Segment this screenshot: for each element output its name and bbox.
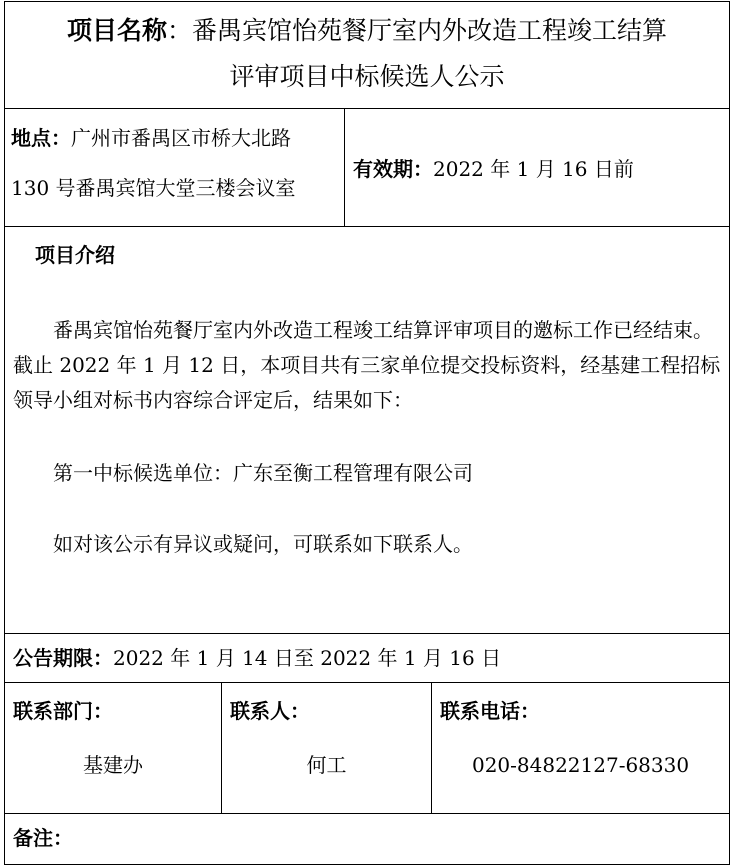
contact-dept-value: 基建办 [83, 753, 143, 777]
note-label: 备注： [13, 826, 73, 850]
validity-cell [345, 109, 730, 227]
title-label: 项目名称 [67, 16, 168, 45]
notice-table [4, 1, 730, 865]
contact-phone-value: 020-84822127-68330 [471, 753, 690, 777]
contact-person-label: 联系人： [230, 699, 310, 723]
intro-cell [5, 227, 730, 634]
title-text-1: 番禺宾馆怡苑餐厅室内外改造工程竣工结算 [192, 16, 668, 45]
contact-person-value: 何工 [306, 753, 347, 777]
contact-phone-label: 联系电话： [440, 699, 540, 723]
period-value: 2022 年 1 月 14 日至 2022 年 1 月 16 日 [113, 646, 502, 670]
contact-dept-label: 联系部门： [13, 699, 113, 723]
address-value-2: 130 号番禺宾馆大堂三楼会议室 [11, 176, 296, 200]
period-cell [5, 634, 730, 683]
validity-label: 有效期： [353, 157, 433, 181]
address-cell [5, 109, 345, 227]
address-value-1: 广州市番禺区市桥大北路 [71, 126, 291, 150]
intro-heading: 项目介绍 [35, 243, 115, 267]
title-line-1 [5, 8, 729, 54]
title-line-2: 评审项目中标候选人公示 [229, 62, 505, 91]
intro-paragraph-2: 第一中标候选单位：广东至衡工程管理有限公司 [53, 461, 473, 485]
address-label: 地点： [11, 126, 71, 150]
contact-person-cell [222, 683, 432, 814]
intro-paragraph-3: 如对该公示有异议或疑问，可联系如下联系人。 [53, 532, 473, 556]
period-label: 公告期限： [13, 646, 113, 670]
title-colon: ： [167, 16, 193, 45]
validity-value: 2022 年 1 月 16 日前 [433, 157, 634, 181]
intro-paragraph-1: 番禺宾馆怡苑餐厅室内外改造工程竣工结算评审项目的邀标工作已经结束。截止 2022 年 1 月 12 日，本项目共有三家单位提交投标资料，经基建工程招标领导小组对标书内容综合评定后，结果如下： [13, 318, 721, 412]
note-cell [5, 814, 730, 865]
project-title [5, 2, 730, 109]
contact-dept-cell [5, 683, 222, 814]
contact-phone-cell [432, 683, 730, 814]
